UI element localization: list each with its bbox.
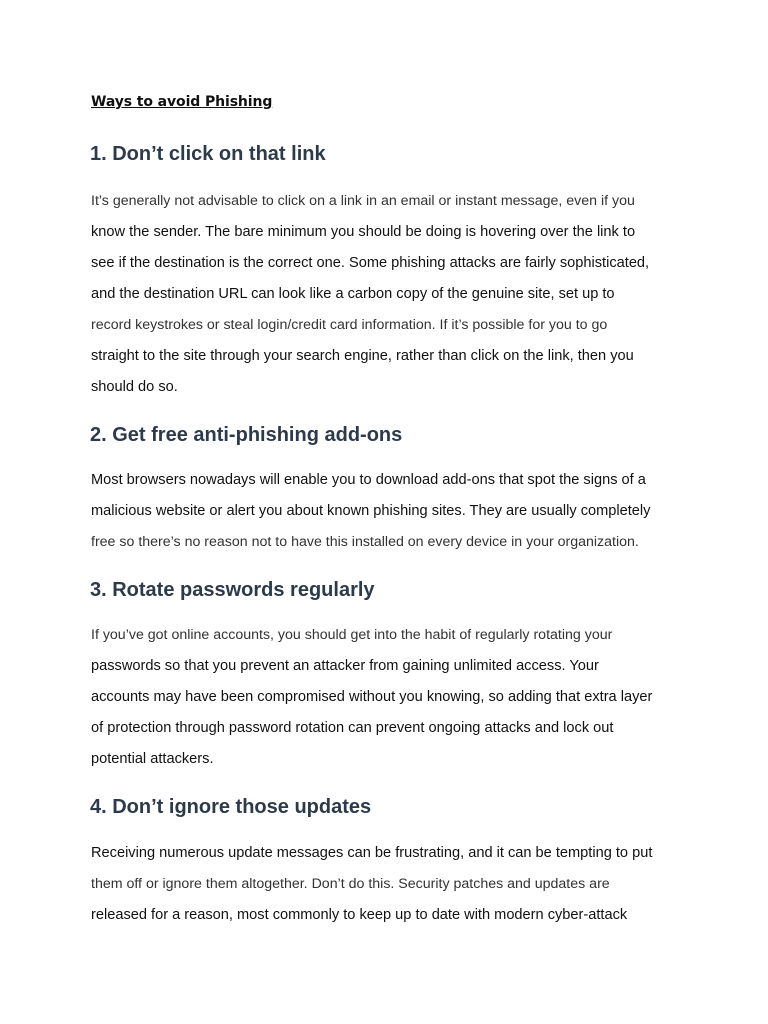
paragraph-line: record keystrokes or steal login/credit card information. If it’s possible for you to go xyxy=(91,317,608,333)
document-title: Ways to avoid Phishing xyxy=(91,94,273,110)
paragraph-line: potential attackers. xyxy=(91,751,214,767)
section-body-1 xyxy=(91,193,681,410)
paragraph-line: free so there’s no reason not to have this installed on every device in your organization. xyxy=(91,534,639,550)
paragraph-line: It’s generally not advisable to click on a link in an email or instant message, even if you xyxy=(91,193,635,209)
paragraph-line: straight to the site through your search engine, rather than click on the link, then you xyxy=(91,348,634,364)
paragraph-line: Most browsers nowadays will enable you to download add-ons that spot the signs of a xyxy=(91,472,646,488)
paragraph-line: should do so. xyxy=(91,379,178,395)
paragraph-line: know the sender. The bare minimum you should be doing is hovering over the link to xyxy=(91,224,636,240)
paragraph-line: malicious website or alert you about known phishing sites. They are usually completely xyxy=(91,503,651,519)
paragraph-line: and the destination URL can look like a carbon copy of the genuine site, set up to xyxy=(91,286,615,302)
paragraph-line: Receiving numerous update messages can be frustrating, and it can be tempting to put xyxy=(91,845,653,861)
paragraph-line: see if the destination is the correct one. Some phishing attacks are fairly sophisticated, xyxy=(91,255,650,271)
section-heading-4: 4. Don’t ignore those updates xyxy=(90,796,372,818)
section-heading-3: 3. Rotate passwords regularly xyxy=(90,579,375,601)
paragraph-line: of protection through password rotation can prevent ongoing attacks and lock out xyxy=(91,720,614,736)
section-heading-1: 1. Don’t click on that link xyxy=(90,143,326,165)
paragraph-line: them off or ignore them altogether. Don’t do this. Security patches and updates are xyxy=(91,876,610,892)
section-body-4 xyxy=(91,845,681,938)
paragraph-line: released for a reason, most commonly to keep up to date with modern cyber-attack xyxy=(91,907,628,923)
section-body-3 xyxy=(91,627,681,782)
paragraph-line: If you’ve got online accounts, you should get into the habit of regularly rotating your xyxy=(91,627,613,643)
section-heading-2: 2. Get free anti-phishing add-ons xyxy=(90,424,403,446)
paragraph-line: accounts may have been compromised without you knowing, so adding that extra layer xyxy=(91,689,653,705)
paragraph-line: passwords so that you prevent an attacker from gaining unlimited access. Your xyxy=(91,658,599,674)
section-body-2 xyxy=(91,472,681,565)
